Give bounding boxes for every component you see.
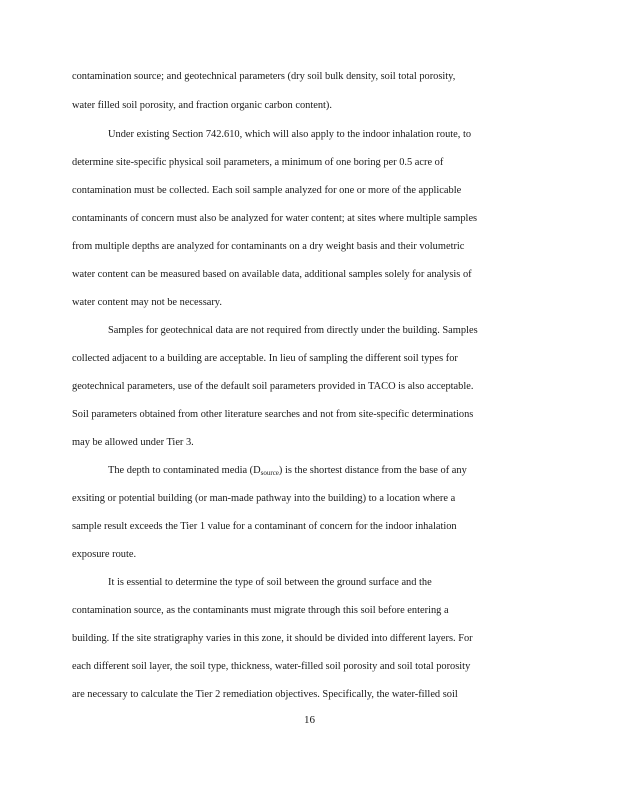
paragraph-first-line: It is essential to determine the type of soil between the ground surface and the — [108, 577, 432, 588]
text-line: contamination source, as the contaminants must migrate through this soil before entering a — [72, 605, 449, 616]
text-line: contaminants of concern must also be analyzed for water content; at sites where multiple samples — [72, 213, 478, 224]
text-line: may be allowed under Tier 3. — [72, 437, 194, 448]
text-line: from multiple depths are analyzed for contaminants on a dry weight basis and their volumetric — [72, 241, 465, 252]
text-line: Soil parameters obtained from other literature searches and not from site-specific determinations — [72, 409, 474, 420]
text-line: exsiting or potential building (or man-made pathway into the building) to a location where a — [72, 493, 456, 504]
paragraph-first-line — [108, 464, 467, 480]
text-line: contamination must be collected. Each soil sample analyzed for one or more of the applicable — [72, 185, 462, 196]
page-number: 16 — [304, 714, 315, 726]
text-line: water content can be measured based on available data, additional samples solely for analysis of — [72, 269, 472, 280]
text-line: each different soil layer, the soil type, thickness, water-filled soil porosity and soil total porosity — [72, 661, 471, 672]
text-line: water filled soil porosity, and fraction organic carbon content). — [72, 100, 332, 111]
text-line: collected adjacent to a building are acceptable. In lieu of sampling the different soil types for — [72, 353, 458, 364]
paragraph-first-line: Samples for geotechnical data are not required from directly under the building. Samples — [108, 325, 478, 336]
text-line: are necessary to calculate the Tier 2 remediation objectives. Specifically, the water-filled soil — [72, 689, 458, 700]
dsource-text-after: ) is the shortest distance from the base of any — [278, 465, 467, 476]
text-line: geotechnical parameters, use of the default soil parameters provided in TACO is also acceptable. — [72, 381, 474, 392]
text-line: building. If the site stratigraphy varies in this zone, it should be divided into different layers. For — [72, 633, 473, 644]
text-line: determine site-specific physical soil parameters, a minimum of one boring per 0.5 acre of — [72, 157, 444, 168]
paragraph-first-line: Under existing Section 742.610, which will also apply to the indoor inhalation route, to — [108, 129, 472, 140]
text-line: water content may not be necessary. — [72, 297, 222, 308]
dsource-text-before: The depth to contaminated media (D — [108, 465, 261, 476]
dsource-subscript: source — [260, 469, 279, 477]
text-line: sample result exceeds the Tier 1 value for a contaminant of concern for the indoor inhalation — [72, 521, 457, 532]
text-line: contamination source; and geotechnical parameters (dry soil bulk density, soil total porosity, — [72, 71, 456, 82]
text-line: exposure route. — [72, 549, 137, 560]
